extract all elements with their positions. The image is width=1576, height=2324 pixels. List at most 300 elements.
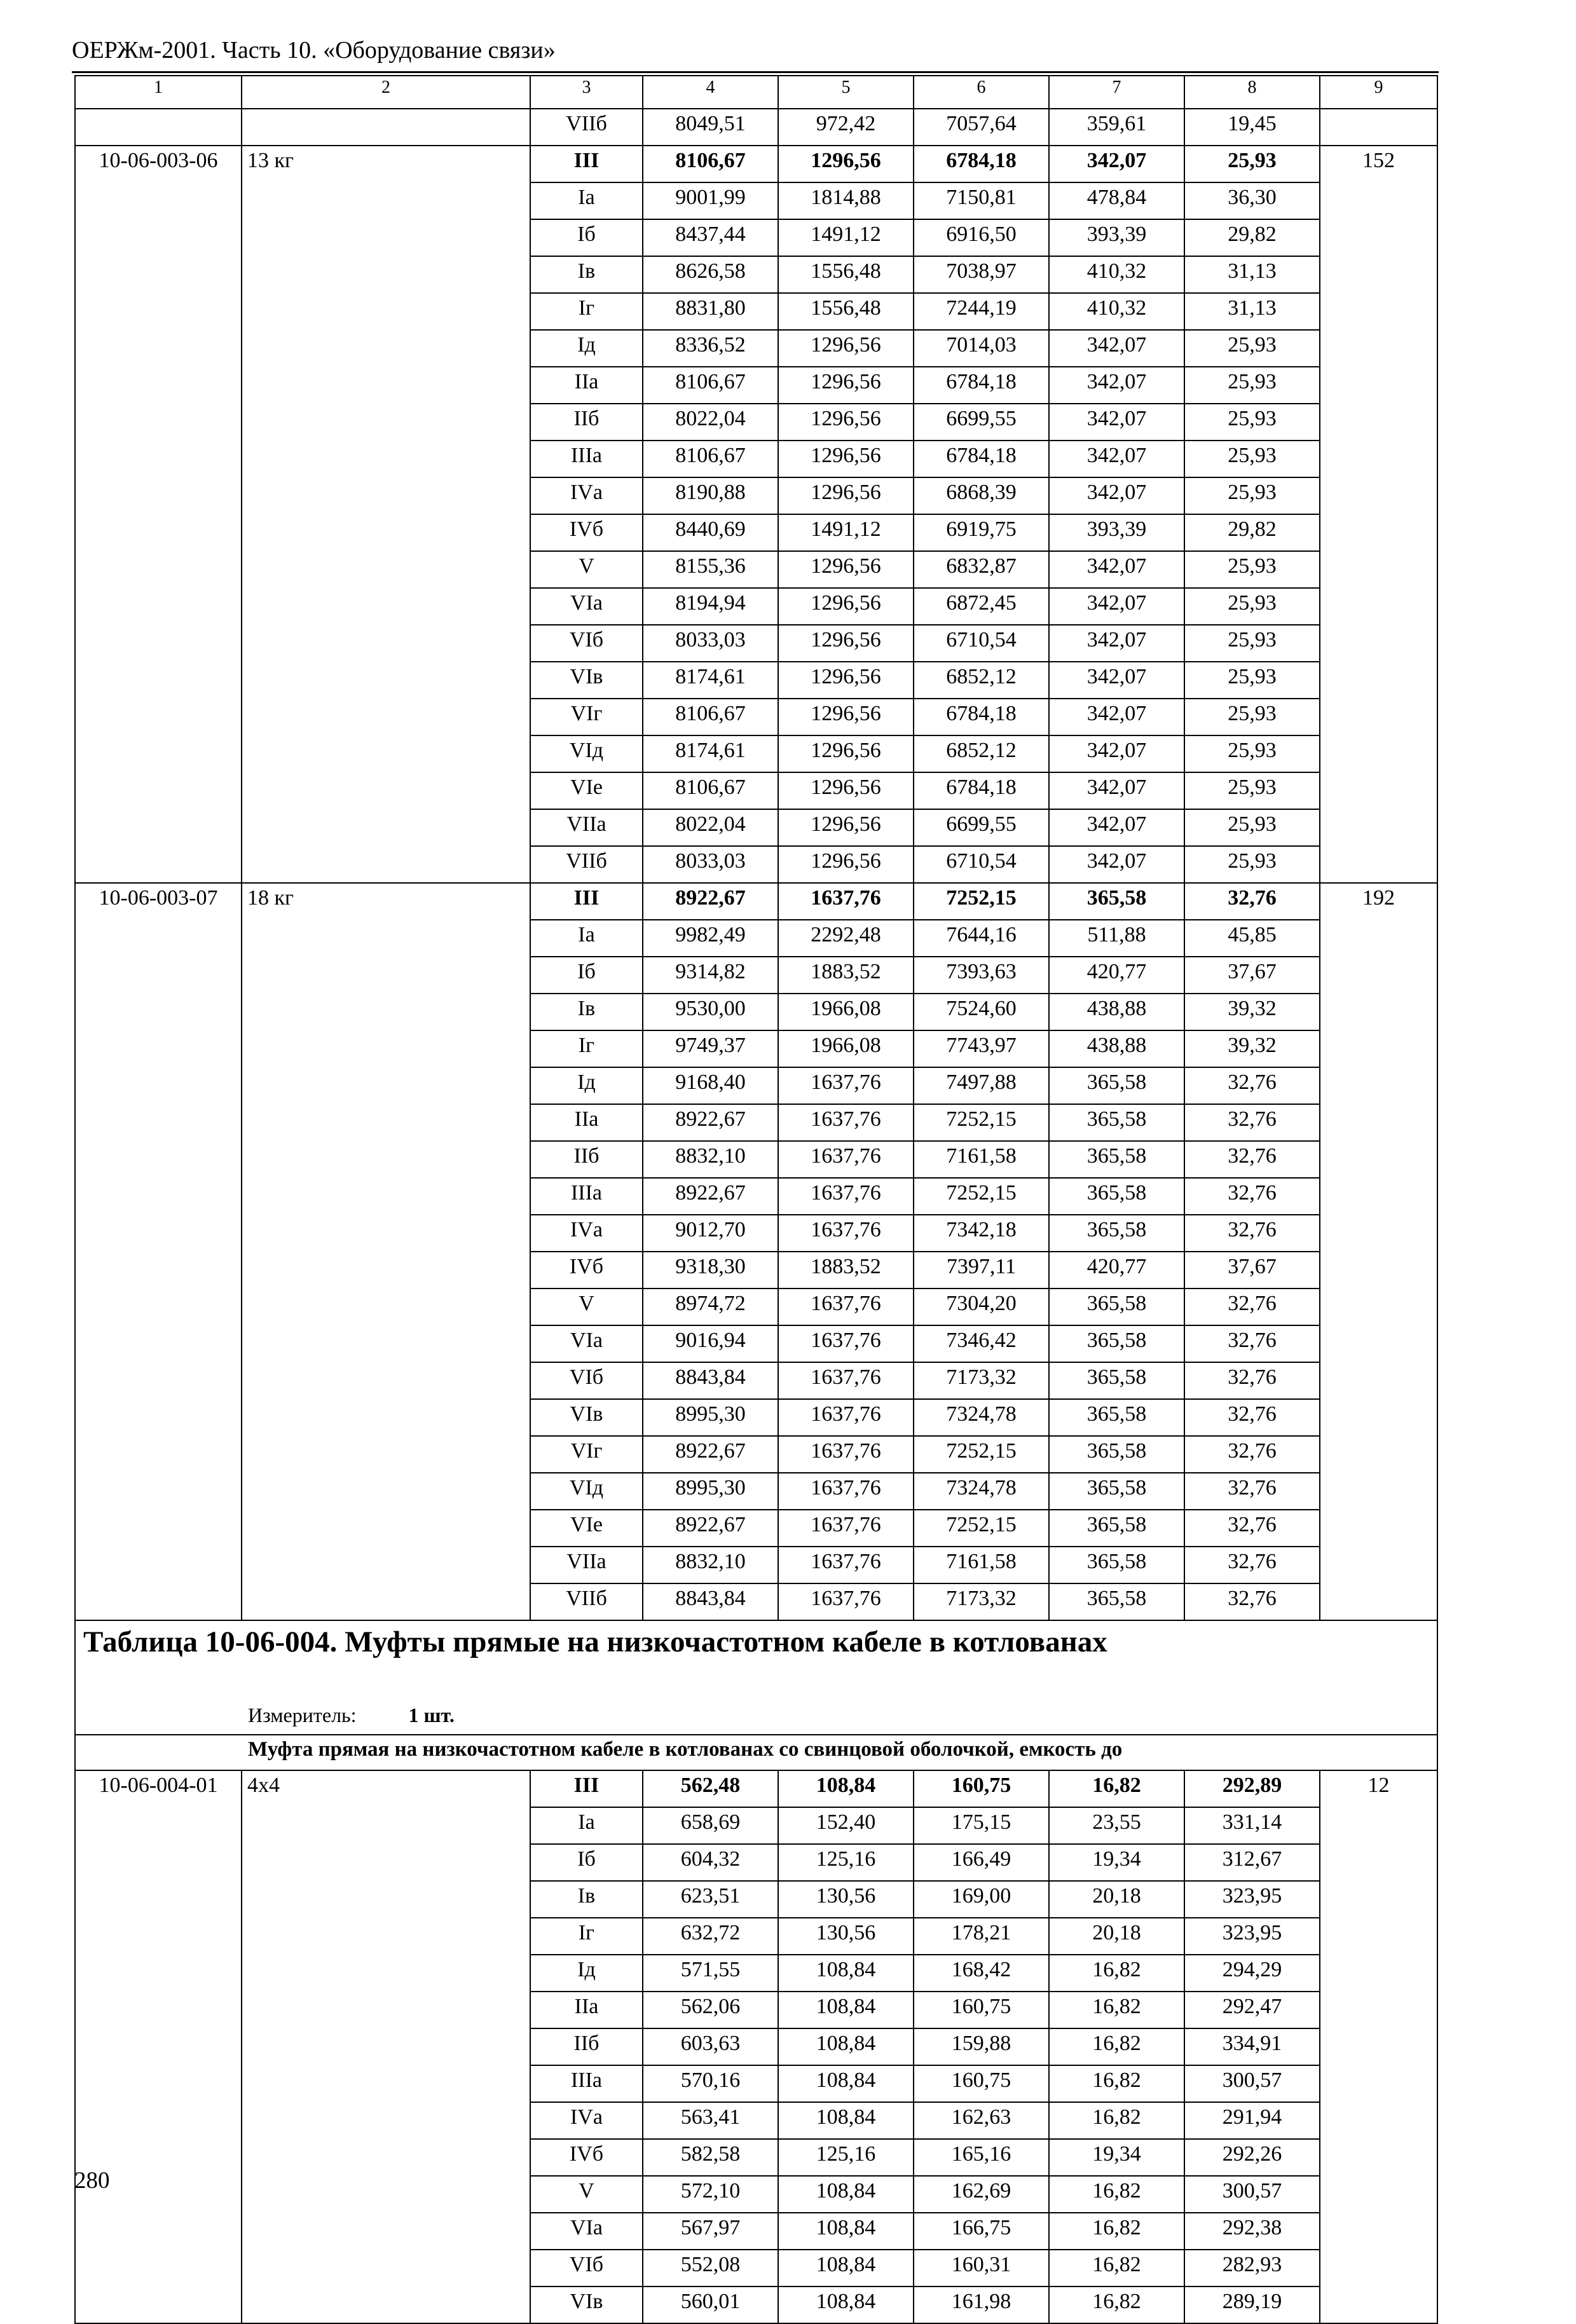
- region-cell: IVа: [530, 2102, 643, 2139]
- column-9-value: [1320, 109, 1437, 146]
- region-cell: VIа: [530, 2213, 643, 2250]
- value-cell: 604,32: [643, 1844, 778, 1881]
- value-cell: 25,93: [1184, 772, 1320, 809]
- value-cell: 45,85: [1184, 920, 1320, 957]
- value-cell: 365,58: [1049, 1215, 1184, 1252]
- value-cell: 8922,67: [643, 1436, 778, 1473]
- value-cell: 37,67: [1184, 1252, 1320, 1288]
- value-cell: 9749,37: [643, 1030, 778, 1067]
- value-cell: 125,16: [778, 2139, 914, 2176]
- value-cell: 7497,88: [914, 1067, 1049, 1104]
- rate-code: 10-06-004-01: [75, 1770, 242, 2323]
- value-cell: 8995,30: [643, 1473, 778, 1510]
- value-cell: 8831,80: [643, 293, 778, 330]
- value-cell: 6919,75: [914, 514, 1049, 551]
- value-cell: 8106,67: [643, 699, 778, 735]
- value-cell: 393,39: [1049, 219, 1184, 256]
- value-cell: 166,75: [914, 2213, 1049, 2250]
- value-cell: 8843,84: [643, 1583, 778, 1620]
- value-cell: 8022,04: [643, 404, 778, 441]
- value-cell: 108,84: [778, 2286, 914, 2323]
- value-cell: 8049,51: [643, 109, 778, 146]
- value-cell: 7038,97: [914, 256, 1049, 293]
- value-cell: 359,61: [1049, 109, 1184, 146]
- value-cell: 623,51: [643, 1881, 778, 1918]
- value-cell: 342,07: [1049, 441, 1184, 477]
- value-cell: 32,76: [1184, 1178, 1320, 1215]
- value-cell: 7342,18: [914, 1215, 1049, 1252]
- value-cell: 1296,56: [778, 441, 914, 477]
- value-cell: 152,40: [778, 1807, 914, 1844]
- value-cell: 1296,56: [778, 588, 914, 625]
- value-cell: 8174,61: [643, 735, 778, 772]
- value-cell: 331,14: [1184, 1807, 1320, 1844]
- value-cell: 16,82: [1049, 2250, 1184, 2286]
- rate-code: [75, 109, 242, 146]
- value-cell: 1296,56: [778, 477, 914, 514]
- column-number: 1: [75, 76, 242, 109]
- value-cell: 32,76: [1184, 1067, 1320, 1104]
- value-cell: 6710,54: [914, 846, 1049, 883]
- value-cell: 161,98: [914, 2286, 1049, 2323]
- value-cell: 365,58: [1049, 1104, 1184, 1141]
- value-cell: 7252,15: [914, 1178, 1049, 1215]
- value-cell: 32,76: [1184, 1399, 1320, 1436]
- value-cell: 32,76: [1184, 1215, 1320, 1252]
- meter: [75, 1701, 1437, 1735]
- value-cell: 9001,99: [643, 182, 778, 219]
- value-cell: 365,58: [1049, 1178, 1184, 1215]
- value-cell: 342,07: [1049, 699, 1184, 735]
- value-cell: 292,89: [1184, 1770, 1320, 1807]
- value-cell: 420,77: [1049, 957, 1184, 994]
- region-cell: Iа: [530, 182, 643, 219]
- value-cell: 32,76: [1184, 1362, 1320, 1399]
- value-cell: 282,93: [1184, 2250, 1320, 2286]
- value-cell: 6699,55: [914, 404, 1049, 441]
- region-cell: VIв: [530, 662, 643, 699]
- value-cell: 168,42: [914, 1955, 1049, 1992]
- table-row: [75, 109, 1437, 146]
- region-cell: IIIа: [530, 1178, 643, 1215]
- value-cell: 8626,58: [643, 256, 778, 293]
- value-cell: 8995,30: [643, 1399, 778, 1436]
- region-cell: III: [530, 1770, 643, 1807]
- value-cell: 165,16: [914, 2139, 1049, 2176]
- region-cell: Iв: [530, 1881, 643, 1918]
- value-cell: 9012,70: [643, 1215, 778, 1252]
- value-cell: 7244,19: [914, 293, 1049, 330]
- value-cell: 162,63: [914, 2102, 1049, 2139]
- region-cell: Iд: [530, 330, 643, 367]
- value-cell: 31,13: [1184, 256, 1320, 293]
- value-cell: 8437,44: [643, 219, 778, 256]
- value-cell: 7252,15: [914, 883, 1049, 920]
- value-cell: 365,58: [1049, 1288, 1184, 1325]
- value-cell: 1296,56: [778, 367, 914, 404]
- column-number: 2: [242, 76, 530, 109]
- table-title-text: Таблица 10-06-004. Муфты прямые на низкочастотном кабеле в котлованах: [83, 1625, 1107, 1658]
- value-cell: 8922,67: [643, 1104, 778, 1141]
- value-cell: 8190,88: [643, 477, 778, 514]
- value-cell: 1491,12: [778, 219, 914, 256]
- value-cell: 1966,08: [778, 1030, 914, 1067]
- value-cell: 108,84: [778, 1955, 914, 1992]
- value-cell: 108,84: [778, 2028, 914, 2065]
- region-cell: IVб: [530, 1252, 643, 1288]
- value-cell: 365,58: [1049, 1473, 1184, 1510]
- value-cell: 323,95: [1184, 1881, 1320, 1918]
- value-cell: 291,94: [1184, 2102, 1320, 2139]
- value-cell: 25,93: [1184, 330, 1320, 367]
- value-cell: 29,82: [1184, 219, 1320, 256]
- region-cell: VIIб: [530, 846, 643, 883]
- value-cell: 16,82: [1049, 2213, 1184, 2250]
- region-cell: IVа: [530, 1215, 643, 1252]
- value-cell: 420,77: [1049, 1252, 1184, 1288]
- value-cell: 300,57: [1184, 2176, 1320, 2213]
- region-cell: III: [530, 883, 643, 920]
- region-cell: VIв: [530, 1399, 643, 1436]
- region-cell: VIв: [530, 2286, 643, 2323]
- value-cell: 108,84: [778, 2176, 914, 2213]
- region-cell: VIIа: [530, 1547, 643, 1583]
- value-cell: 567,97: [643, 2213, 778, 2250]
- region-cell: VIб: [530, 625, 643, 662]
- value-cell: 108,84: [778, 1992, 914, 2028]
- meter-row: [75, 1701, 1437, 1735]
- value-cell: 32,76: [1184, 1104, 1320, 1141]
- region-cell: Iг: [530, 1030, 643, 1067]
- value-cell: 16,82: [1049, 2102, 1184, 2139]
- value-cell: 6872,45: [914, 588, 1049, 625]
- value-cell: 8832,10: [643, 1141, 778, 1178]
- region-cell: V: [530, 2176, 643, 2213]
- value-cell: 342,07: [1049, 588, 1184, 625]
- value-cell: 37,67: [1184, 957, 1320, 994]
- value-cell: 323,95: [1184, 1918, 1320, 1955]
- value-cell: 178,21: [914, 1918, 1049, 1955]
- region-cell: V: [530, 1288, 643, 1325]
- value-cell: 162,69: [914, 2176, 1049, 2213]
- table-row: [75, 883, 1437, 920]
- value-cell: 8440,69: [643, 514, 778, 551]
- table-row: [75, 1770, 1437, 1807]
- region-cell: Iа: [530, 1807, 643, 1844]
- value-cell: 8033,03: [643, 846, 778, 883]
- value-cell: 365,58: [1049, 1399, 1184, 1436]
- value-cell: 7057,64: [914, 109, 1049, 146]
- value-cell: 1296,56: [778, 772, 914, 809]
- column-number: 7: [1049, 76, 1184, 109]
- value-cell: 570,16: [643, 2065, 778, 2102]
- rate-name: 4x4: [242, 1770, 530, 2323]
- value-cell: 972,42: [778, 109, 914, 146]
- value-cell: 8155,36: [643, 551, 778, 588]
- value-cell: 342,07: [1049, 625, 1184, 662]
- value-cell: 160,31: [914, 2250, 1049, 2286]
- value-cell: 1296,56: [778, 699, 914, 735]
- column-number: 9: [1320, 76, 1437, 109]
- value-cell: 16,82: [1049, 2286, 1184, 2323]
- column-number: 3: [530, 76, 643, 109]
- region-cell: Iд: [530, 1067, 643, 1104]
- value-cell: 160,75: [914, 1992, 1049, 2028]
- region-cell: IIб: [530, 1141, 643, 1178]
- region-cell: VIIб: [530, 1583, 643, 1620]
- region-cell: Iв: [530, 256, 643, 293]
- value-cell: 108,84: [778, 2213, 914, 2250]
- value-cell: 478,84: [1049, 182, 1184, 219]
- value-cell: 365,58: [1049, 1141, 1184, 1178]
- value-cell: 365,58: [1049, 1547, 1184, 1583]
- region-cell: VIб: [530, 1362, 643, 1399]
- value-cell: 342,07: [1049, 551, 1184, 588]
- value-cell: 39,32: [1184, 1030, 1320, 1067]
- value-cell: 25,93: [1184, 146, 1320, 182]
- value-cell: 334,91: [1184, 2028, 1320, 2065]
- value-cell: 1637,76: [778, 1399, 914, 1436]
- value-cell: 1296,56: [778, 625, 914, 662]
- value-cell: 7324,78: [914, 1399, 1049, 1436]
- value-cell: 9318,30: [643, 1252, 778, 1288]
- region-cell: Iб: [530, 219, 643, 256]
- value-cell: 1296,56: [778, 551, 914, 588]
- region-cell: Iб: [530, 1844, 643, 1881]
- value-cell: 125,16: [778, 1844, 914, 1881]
- value-cell: 1814,88: [778, 182, 914, 219]
- value-cell: 32,76: [1184, 1583, 1320, 1620]
- value-cell: 1556,48: [778, 256, 914, 293]
- value-cell: 632,72: [643, 1918, 778, 1955]
- table-title-row: [75, 1620, 1437, 1701]
- value-cell: 9168,40: [643, 1067, 778, 1104]
- value-cell: 560,01: [643, 2286, 778, 2323]
- value-cell: 1637,76: [778, 1288, 914, 1325]
- value-cell: 1637,76: [778, 1178, 914, 1215]
- value-cell: 438,88: [1049, 1030, 1184, 1067]
- column-number: 5: [778, 76, 914, 109]
- value-cell: 169,00: [914, 1881, 1049, 1918]
- value-cell: 16,82: [1049, 1992, 1184, 2028]
- region-cell: IVа: [530, 477, 643, 514]
- value-cell: 8106,67: [643, 441, 778, 477]
- value-cell: 292,47: [1184, 1992, 1320, 2028]
- region-cell: IIIа: [530, 441, 643, 477]
- value-cell: 8022,04: [643, 809, 778, 846]
- value-cell: 1637,76: [778, 1547, 914, 1583]
- running-header: ОЕРЖм-2001. Часть 10. «Оборудование связи»: [72, 37, 556, 64]
- value-cell: 552,08: [643, 2250, 778, 2286]
- value-cell: 8922,67: [643, 883, 778, 920]
- value-cell: 19,34: [1049, 2139, 1184, 2176]
- value-cell: 1296,56: [778, 404, 914, 441]
- value-cell: 1637,76: [778, 1473, 914, 1510]
- value-cell: 25,93: [1184, 551, 1320, 588]
- region-cell: VIа: [530, 588, 643, 625]
- value-cell: 342,07: [1049, 146, 1184, 182]
- value-cell: 7252,15: [914, 1436, 1049, 1473]
- value-cell: 1296,56: [778, 146, 914, 182]
- value-cell: 108,84: [778, 2065, 914, 2102]
- value-cell: 1966,08: [778, 994, 914, 1030]
- column-number-row: [75, 76, 1437, 109]
- region-cell: Iб: [530, 957, 643, 994]
- value-cell: 25,93: [1184, 625, 1320, 662]
- value-cell: 8843,84: [643, 1362, 778, 1399]
- value-cell: 342,07: [1049, 772, 1184, 809]
- column-number: 4: [643, 76, 778, 109]
- value-cell: 1883,52: [778, 1252, 914, 1288]
- meter-value: 1 шт.: [408, 1704, 455, 1726]
- value-cell: 108,84: [778, 2102, 914, 2139]
- value-cell: 32,76: [1184, 1288, 1320, 1325]
- value-cell: 572,10: [643, 2176, 778, 2213]
- value-cell: 25,93: [1184, 588, 1320, 625]
- value-cell: 1296,56: [778, 846, 914, 883]
- value-cell: 365,58: [1049, 1067, 1184, 1104]
- value-cell: 365,58: [1049, 1436, 1184, 1473]
- value-cell: 32,76: [1184, 1141, 1320, 1178]
- value-cell: 1637,76: [778, 883, 914, 920]
- header-rule: [72, 71, 1439, 73]
- value-cell: 1637,76: [778, 1325, 914, 1362]
- value-cell: 6784,18: [914, 146, 1049, 182]
- region-cell: VIб: [530, 2250, 643, 2286]
- value-cell: 292,26: [1184, 2139, 1320, 2176]
- value-cell: 130,56: [778, 1918, 914, 1955]
- value-cell: 7161,58: [914, 1141, 1049, 1178]
- region-cell: Iд: [530, 1955, 643, 1992]
- value-cell: 7173,32: [914, 1583, 1049, 1620]
- value-cell: 294,29: [1184, 1955, 1320, 1992]
- value-cell: 365,58: [1049, 1510, 1184, 1547]
- table-title: [75, 1620, 1437, 1701]
- table-row: [75, 146, 1437, 182]
- region-cell: IVб: [530, 514, 643, 551]
- region-cell: V: [530, 551, 643, 588]
- column-9-value: 192: [1320, 883, 1437, 1620]
- value-cell: 658,69: [643, 1807, 778, 1844]
- value-cell: 7346,42: [914, 1325, 1049, 1362]
- value-cell: 603,63: [643, 2028, 778, 2065]
- value-cell: 342,07: [1049, 330, 1184, 367]
- value-cell: 342,07: [1049, 367, 1184, 404]
- value-cell: 8922,67: [643, 1510, 778, 1547]
- region-cell: IIа: [530, 367, 643, 404]
- value-cell: 1296,56: [778, 330, 914, 367]
- value-cell: 7743,97: [914, 1030, 1049, 1067]
- value-cell: 312,67: [1184, 1844, 1320, 1881]
- value-cell: 16,82: [1049, 1770, 1184, 1807]
- value-cell: 8194,94: [643, 588, 778, 625]
- region-cell: Iв: [530, 994, 643, 1030]
- section-description-text: Муфта прямая на низкочастотном кабеле в котлованах со свинцовой оболочкой, емкость до: [248, 1738, 1123, 1761]
- value-cell: 6710,54: [914, 625, 1049, 662]
- value-cell: 8033,03: [643, 625, 778, 662]
- value-cell: 1883,52: [778, 957, 914, 994]
- value-cell: 36,30: [1184, 182, 1320, 219]
- value-cell: 8106,67: [643, 146, 778, 182]
- value-cell: 20,18: [1049, 1918, 1184, 1955]
- value-cell: 410,32: [1049, 256, 1184, 293]
- rates-table: [74, 75, 1438, 2324]
- value-cell: 1637,76: [778, 1141, 914, 1178]
- value-cell: 563,41: [643, 2102, 778, 2139]
- value-cell: 25,93: [1184, 441, 1320, 477]
- value-cell: 7524,60: [914, 994, 1049, 1030]
- value-cell: 19,34: [1049, 1844, 1184, 1881]
- value-cell: 108,84: [778, 2250, 914, 2286]
- region-cell: VIг: [530, 1436, 643, 1473]
- value-cell: 25,93: [1184, 662, 1320, 699]
- value-cell: 1491,12: [778, 514, 914, 551]
- value-cell: 1637,76: [778, 1436, 914, 1473]
- value-cell: 1296,56: [778, 662, 914, 699]
- value-cell: 6868,39: [914, 477, 1049, 514]
- value-cell: 8174,61: [643, 662, 778, 699]
- value-cell: 6784,18: [914, 441, 1049, 477]
- region-cell: VIе: [530, 1510, 643, 1547]
- value-cell: 9530,00: [643, 994, 778, 1030]
- value-cell: 8922,67: [643, 1178, 778, 1215]
- value-cell: 108,84: [778, 1770, 914, 1807]
- value-cell: 29,82: [1184, 514, 1320, 551]
- value-cell: 32,76: [1184, 1510, 1320, 1547]
- value-cell: 1637,76: [778, 1510, 914, 1547]
- value-cell: 7173,32: [914, 1362, 1049, 1399]
- value-cell: 7150,81: [914, 182, 1049, 219]
- value-cell: 8106,67: [643, 772, 778, 809]
- region-cell: IIIа: [530, 2065, 643, 2102]
- value-cell: 32,76: [1184, 1547, 1320, 1583]
- value-cell: 159,88: [914, 2028, 1049, 2065]
- value-cell: 9314,82: [643, 957, 778, 994]
- value-cell: 8106,67: [643, 367, 778, 404]
- value-cell: 7393,63: [914, 957, 1049, 994]
- value-cell: 6784,18: [914, 772, 1049, 809]
- rate-name: 18 кг: [242, 883, 530, 1620]
- value-cell: 7252,15: [914, 1510, 1049, 1547]
- value-cell: 7324,78: [914, 1473, 1049, 1510]
- value-cell: 25,93: [1184, 477, 1320, 514]
- page-number: 280: [74, 2168, 110, 2194]
- value-cell: 160,75: [914, 2065, 1049, 2102]
- value-cell: 571,55: [643, 1955, 778, 1992]
- value-cell: 1296,56: [778, 735, 914, 772]
- value-cell: 342,07: [1049, 809, 1184, 846]
- value-cell: 365,58: [1049, 1583, 1184, 1620]
- region-cell: VIг: [530, 699, 643, 735]
- value-cell: 39,32: [1184, 994, 1320, 1030]
- value-cell: 166,49: [914, 1844, 1049, 1881]
- region-cell: VIIб: [530, 109, 643, 146]
- value-cell: 365,58: [1049, 1362, 1184, 1399]
- value-cell: 7397,11: [914, 1252, 1049, 1288]
- region-cell: Iа: [530, 920, 643, 957]
- value-cell: 8974,72: [643, 1288, 778, 1325]
- value-cell: 25,93: [1184, 367, 1320, 404]
- value-cell: 582,58: [643, 2139, 778, 2176]
- column-9-value: 152: [1320, 146, 1437, 883]
- value-cell: 289,19: [1184, 2286, 1320, 2323]
- value-cell: 342,07: [1049, 846, 1184, 883]
- region-cell: VIе: [530, 772, 643, 809]
- value-cell: 32,76: [1184, 883, 1320, 920]
- value-cell: 300,57: [1184, 2065, 1320, 2102]
- column-number: 8: [1184, 76, 1320, 109]
- rate-code: 10-06-003-07: [75, 883, 242, 1620]
